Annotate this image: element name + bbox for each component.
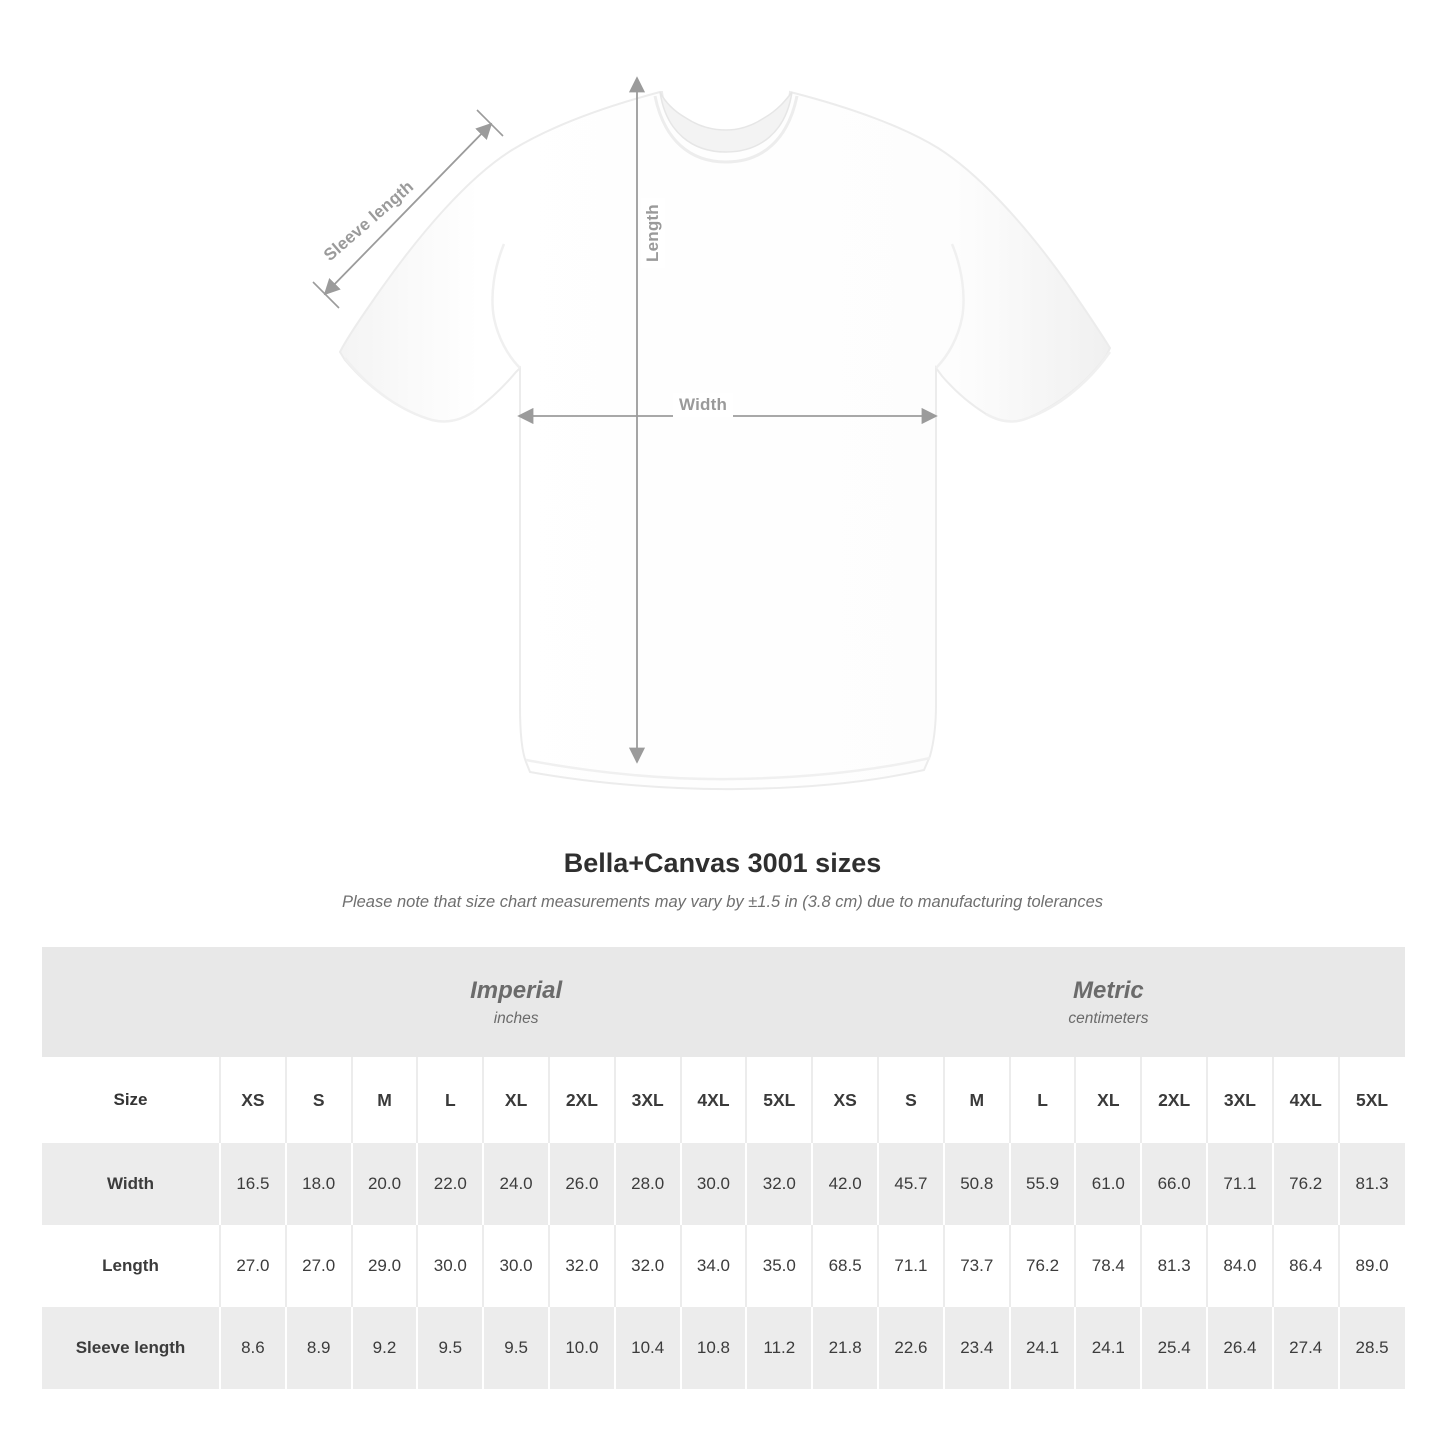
size-header-row — [42, 1057, 1405, 1143]
length-5xl-cm: 89.0 — [1339, 1225, 1405, 1307]
sleeve-3xl-cm: 26.4 — [1207, 1307, 1273, 1389]
width-s-cm: 45.7 — [878, 1143, 944, 1225]
metric-subtitle: centimeters — [1068, 1010, 1149, 1027]
length-l-cm: 76.2 — [1010, 1225, 1076, 1307]
length-dimension-label: Length — [641, 198, 665, 268]
length-xl-in: 30.0 — [483, 1225, 549, 1307]
imperial-group-header — [220, 947, 812, 1057]
header-size-s-imperial: S — [286, 1057, 352, 1143]
sleeve-s-cm: 22.6 — [878, 1307, 944, 1389]
header-size-5xl-imperial: 5XL — [746, 1057, 812, 1143]
width-2xl-in: 26.0 — [549, 1143, 615, 1225]
width-dimension-label: Width — [673, 393, 733, 417]
header-size-2xl-metric: 2XL — [1141, 1057, 1207, 1143]
header-size-5xl-metric: 5XL — [1339, 1057, 1405, 1143]
sleeve-l-in: 9.5 — [417, 1307, 483, 1389]
sleeve-m-in: 9.2 — [352, 1307, 418, 1389]
header-size-xs-imperial: XS — [220, 1057, 286, 1143]
width-4xl-cm: 76.2 — [1273, 1143, 1339, 1225]
header-size-3xl-metric: 3XL — [1207, 1057, 1273, 1143]
length-5xl-in: 35.0 — [746, 1225, 812, 1307]
header-size-xs-metric: XS — [812, 1057, 878, 1143]
imperial-title: Imperial — [470, 977, 563, 1004]
header-size-l-imperial: L — [417, 1057, 483, 1143]
size-table-container — [42, 947, 1404, 1389]
table-row — [42, 1225, 1405, 1307]
length-s-in: 27.0 — [286, 1225, 352, 1307]
sleeve-2xl-cm: 25.4 — [1141, 1307, 1207, 1389]
page-title: Bella+Canvas 3001 sizes — [563, 848, 882, 878]
length-m-in: 29.0 — [352, 1225, 418, 1307]
header-size-xl-imperial: XL — [483, 1057, 549, 1143]
sleeve-m-cm: 23.4 — [944, 1307, 1010, 1389]
header-size-2xl-imperial: 2XL — [549, 1057, 615, 1143]
table-row — [42, 1143, 1405, 1225]
length-m-cm: 73.7 — [944, 1225, 1010, 1307]
imperial-subtitle: inches — [493, 1010, 539, 1027]
width-l-in: 22.0 — [417, 1143, 483, 1225]
size-table — [42, 947, 1405, 1389]
length-4xl-in: 34.0 — [681, 1225, 747, 1307]
width-m-cm: 50.8 — [944, 1143, 1010, 1225]
header-size-4xl-imperial: 4XL — [681, 1057, 747, 1143]
sleeve-4xl-in: 10.8 — [681, 1307, 747, 1389]
width-3xl-in: 28.0 — [615, 1143, 681, 1225]
length-2xl-cm: 81.3 — [1141, 1225, 1207, 1307]
sleeve-5xl-cm: 28.5 — [1339, 1307, 1405, 1389]
width-m-in: 20.0 — [352, 1143, 418, 1225]
sleeve-s-in: 8.9 — [286, 1307, 352, 1389]
header-size-l-metric: L — [1010, 1057, 1076, 1143]
row-label-length: Length — [42, 1225, 220, 1307]
tolerance-note: Please note that size chart measurements may vary by ±1.5 in (3.8 cm) due to manufacturing tolerances — [341, 893, 1104, 911]
length-l-in: 30.0 — [417, 1225, 483, 1307]
length-2xl-in: 32.0 — [549, 1225, 615, 1307]
row-label-sleeve-length: Sleeve length — [42, 1307, 220, 1389]
units-row — [42, 947, 1405, 1057]
units-row-spacer — [42, 947, 220, 1057]
length-xs-cm: 68.5 — [812, 1225, 878, 1307]
width-xs-cm: 42.0 — [812, 1143, 878, 1225]
width-l-cm: 55.9 — [1010, 1143, 1076, 1225]
width-s-in: 18.0 — [286, 1143, 352, 1225]
header-size-s-metric: S — [878, 1057, 944, 1143]
length-4xl-cm: 86.4 — [1273, 1225, 1339, 1307]
sleeve-3xl-in: 10.4 — [615, 1307, 681, 1389]
sleeve-xl-in: 9.5 — [483, 1307, 549, 1389]
sleeve-4xl-cm: 27.4 — [1273, 1307, 1339, 1389]
row-label-width: Width — [42, 1143, 220, 1225]
header-size-m-imperial: M — [352, 1057, 418, 1143]
header-size-3xl-imperial: 3XL — [615, 1057, 681, 1143]
sleeve-xs-cm: 21.8 — [812, 1307, 878, 1389]
width-2xl-cm: 66.0 — [1141, 1143, 1207, 1225]
sleeve-5xl-in: 11.2 — [746, 1307, 812, 1389]
sleeve-2xl-in: 10.0 — [549, 1307, 615, 1389]
header-size-4xl-metric: 4XL — [1273, 1057, 1339, 1143]
length-s-cm: 71.1 — [878, 1225, 944, 1307]
header-size-m-metric: M — [944, 1057, 1010, 1143]
sleeve-xl-cm: 24.1 — [1075, 1307, 1141, 1389]
length-3xl-in: 32.0 — [615, 1225, 681, 1307]
header-size-xl-metric: XL — [1075, 1057, 1141, 1143]
sleeve-xs-in: 8.6 — [220, 1307, 286, 1389]
width-3xl-cm: 71.1 — [1207, 1143, 1273, 1225]
sleeve-length-dimension-label: Sleeve length — [314, 171, 423, 271]
width-4xl-in: 30.0 — [681, 1143, 747, 1225]
sleeve-l-cm: 24.1 — [1010, 1307, 1076, 1389]
length-xl-cm: 78.4 — [1075, 1225, 1141, 1307]
header-size-label: Size — [42, 1057, 220, 1143]
width-xs-in: 16.5 — [220, 1143, 286, 1225]
length-3xl-cm: 84.0 — [1207, 1225, 1273, 1307]
width-xl-cm: 61.0 — [1075, 1143, 1141, 1225]
width-xl-in: 24.0 — [483, 1143, 549, 1225]
width-5xl-cm: 81.3 — [1339, 1143, 1405, 1225]
metric-group-header — [812, 947, 1404, 1057]
table-row — [42, 1307, 1405, 1389]
metric-title: Metric — [1073, 977, 1144, 1004]
length-xs-in: 27.0 — [220, 1225, 286, 1307]
width-5xl-in: 32.0 — [746, 1143, 812, 1225]
